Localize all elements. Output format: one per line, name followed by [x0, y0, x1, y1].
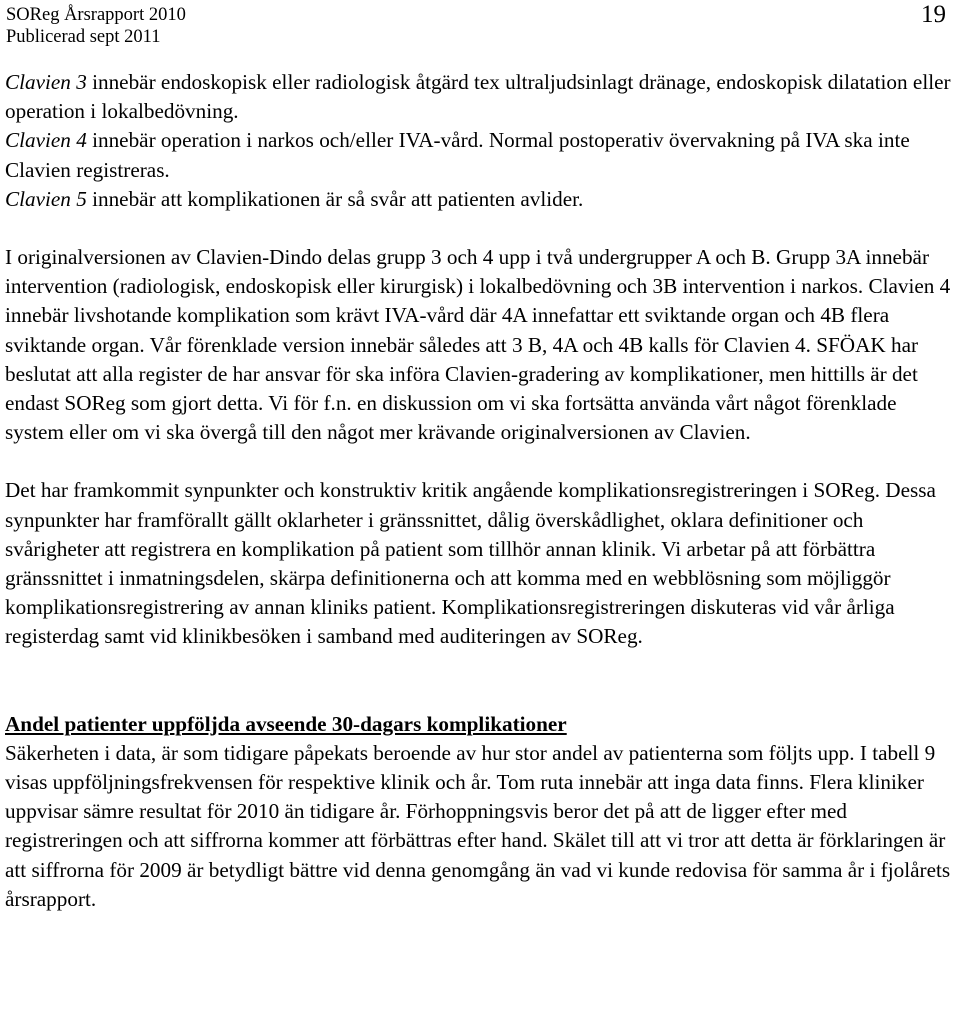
clavien-5-term: Clavien 5 — [5, 186, 87, 211]
report-title: SOReg Årsrapport 2010 — [6, 5, 186, 25]
clavien-4-text: innebär operation i narkos och/eller IVA-vård. Normal postoperativ övervakning på IVA ska inte Clavien registreras. — [5, 128, 910, 182]
clavien-3-definition — [5, 68, 955, 126]
section-heading: Andel patienter uppföljda avseende 30-dagars komplikationer — [5, 711, 567, 736]
section-body: Säkerheten i data, är som tidigare påpekats beroende av hur stor andel av patienterna som följts upp. I tabell 9 visas uppföljningsfrekvensen för respektive klinik och år. Tom ruta innebär att inga data finns. Flera kliniker uppvisar sämre resultat för 2010 än tidigare år. Förhoppningsvis beror det på att de ligger efter med registreringen och att siffrorna kommer att förbättras efter hand. Skälet till att vi tror att detta är förklaringen är att siffrorna för 2009 är betydligt bättre vid denna genomgång än vad vi kunde redovisa för samma år i fjolårets årsrapport. — [5, 740, 951, 911]
clavien-3-term: Clavien 3 — [5, 70, 87, 94]
clavien-4-definition — [5, 126, 955, 184]
paragraph-feedback: Det har framkommit synpunkter och konstruktiv kritik angående komplikationsregistreringen i SOReg. Dessa synpunkter har framförallt gällt oklarheter i gränssnittet, dålig överskådlighet, oklara definitioner och svårigheter att registrera en komplikation på patient som tillhör annan klinik. Vi arbetar på att förbättra gränssnittet i inmatningsdelen, skärpa definitionerna och att komma med en webblösning som möjliggör komplikationsregistrering av annan kliniks patient. Komplikationsregistreringen diskuteras vid vår årliga registerdag samt vid klinikbesöken i samband med auditeringen av SOReg. — [5, 478, 936, 649]
page-number: 19 — [921, 1, 946, 28]
clavien-4-term: Clavien 4 — [5, 128, 87, 153]
publication-date: Publicerad sept 2011 — [6, 27, 161, 47]
clavien-3-text: innebär endoskopisk eller radiologisk åtgärd tex ultraljudsinlagt dränage, endoskopisk dilatation eller operation i lokalbedövning. — [5, 70, 951, 124]
clavien-5-definition — [5, 185, 955, 214]
paragraph-clavien-dindo: I originalversionen av Clavien-Dindo delas grupp 3 och 4 upp i två undergrupper A och B. Grupp 3A innebär intervention (radiologisk, endoskopisk eller kirurgisk) i lokalbedövning och 3B intervention i narkos. Clavien 4 innebär livshotande komplikation som krävt IVA-vård där 4A innefattar ett sviktande organ och 4B flera sviktande organ. Vår förenklade version innebär således att 3 B, 4A och 4B kalls för Clavien 4. SFÖAK har beslutat att alla register de har ansvar för ska införa Clavien-gradering av komplikationer, men hittills är det endast SOReg som gjort detta. Vi för f.n. en diskussion om vi ska fortsätta använda vårt något förenklade system eller om vi ska övergå till den något mer krävande originalversionen av Clavien. — [5, 245, 951, 445]
clavien-5-text: innebär att komplikationen är så svår att patienten avlider. — [86, 186, 584, 211]
document-body — [5, 68, 955, 914]
page-header — [6, 4, 186, 48]
